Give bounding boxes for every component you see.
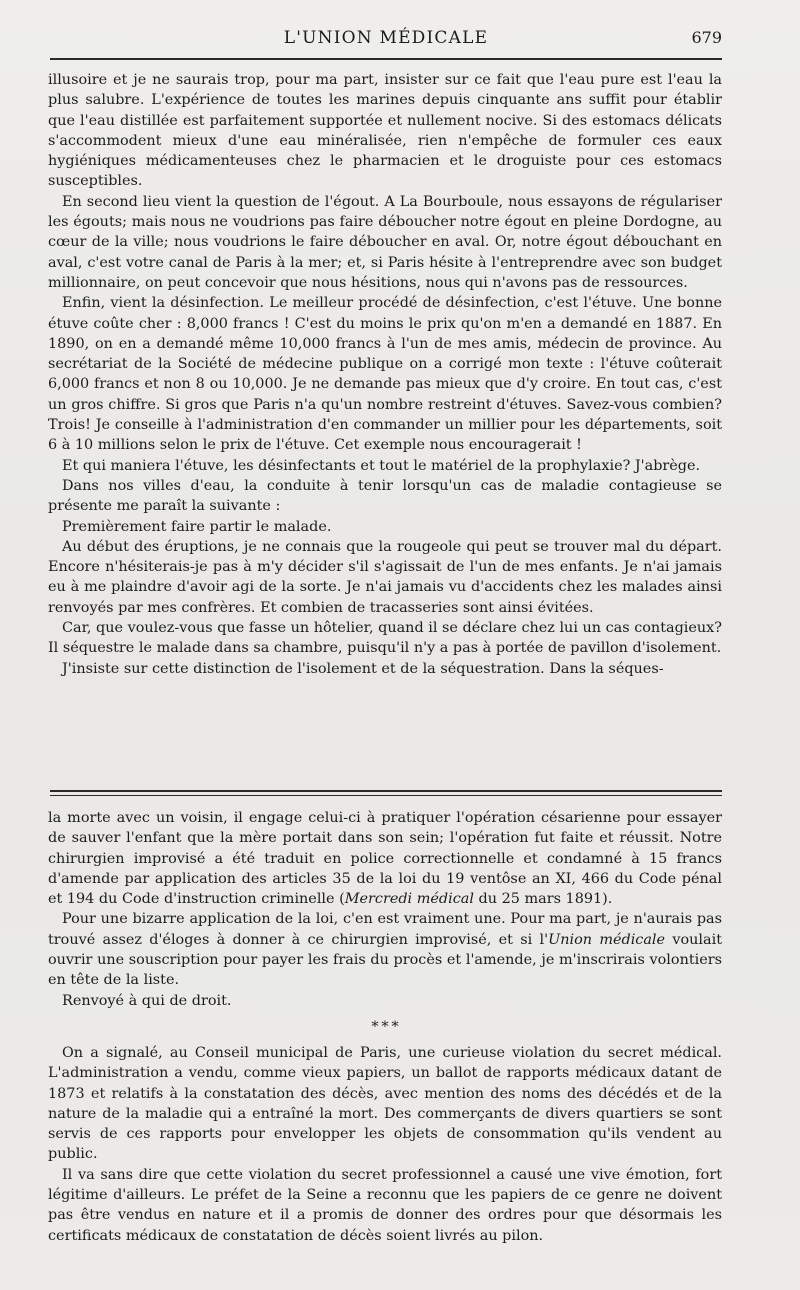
asterism-separator: * * * — [371, 1018, 399, 1035]
paragraph — [48, 909, 722, 990]
main-text — [48, 70, 722, 679]
paragraph: J'insiste sur cette distinction de l'isolement et de la séquestration. Dans la séques- — [62, 660, 664, 677]
journal-name: Union médicale — [548, 931, 666, 948]
paragraph: Premièrement faire partir le malade. — [62, 518, 332, 535]
text-run: voulait ouvrir une souscription pour payer les frais du procès et l'amende, je m'inscrirais volontiers en tête de la liste. — [48, 931, 722, 989]
paragraph: Dans nos villes d'eau, la conduite à tenir lorsqu'un cas de maladie contagieuse se présente me paraît la suivante : — [48, 477, 722, 515]
section-rule-thin — [50, 795, 722, 796]
feuilleton-text — [48, 808, 722, 1246]
text-run: la morte avec un voisin, il engage celui-ci à pratiquer l'opération césarienne pour essayer de sauver l'enfant que la mère portait dans son sein; l'opération fut faite et réussit. Notre chirurgien improvisé a été traduit en police correctionnelle et condamné à 15 francs d'amende par application des articles 35 de la loi du 19 ventôse an XI, 466 du Code pénal et 194 du Code d'instruction criminelle ( — [48, 810, 722, 908]
paragraph: Au début des éruptions, je ne connais que la rougeole qui peut se trouver mal du départ. Encore n'hésiterais-je pas à m'y décider s'il s'agissait de l'un de mes enfants. Je n'ai jamais eu à me plaindre d'avoir agi de la sorte. Je n'ai jamais vu d'accidents chez les malades ainsi renvoyés par mes confrères. Et combien de tracasseries sont ainsi évitées. — [48, 538, 722, 616]
paragraph: illusoire et je ne saurais trop, pour ma part, insister sur ce fait que l'eau pure est l'eau la plus salubre. L'expérience de toutes les marines depuis cinquante ans suffit pour établir que l'eau distillée est parfaitement supportée et nullement nocive. Si des estomacs délicats s'accommodent mieux d'une eau minéralisée, rien n'empêche de formuler ces eaux hygiéniques médicamenteuses chez le pharmacien et le droguiste pour ces estomacs susceptibles. — [48, 72, 722, 190]
paragraph: Enfin, vient la désinfection. Le meilleur procédé de désinfection, c'est l'étuve. Une bonne étuve coûte cher : 8,000 francs ! C'est du moins le prix qu'on m'en a demandé en 1887. En 1890, on en a demandé même 10,000 francs à l'un de mes amis, médecin de province. Au secrétariat de la Société de médecine publique on a corrigé mon texte : l'étuve coûterait 6,000 francs et non 8 ou 10,000. Je ne demande pas mieux que d'y croire. En tout cas, c'est un gros chiffre. Si gros que Paris n'a qu'un nombre restreint d'étuves. Savez-vous combien? Trois! Je conseille à l'administration d'en commander un millier pour les départements, soit 6 à 10 millions selon le prix de l'étuve. Cet exemple nous encouragerait ! — [48, 295, 722, 454]
paragraph: Il va sans dire que cette violation du secret professionnel a causé une vive émotion, fort légitime d'ailleurs. Le préfet de la Seine a reconnu que les papiers de ce genre ne doivent pas être vendus en nature et il a promis de donner des ordres pour que désormais les certificats médicaux de constatation de décès soient livrés au pilon. — [48, 1166, 722, 1244]
paragraph — [48, 808, 722, 909]
paragraph: Renvoyé à qui de droit. — [62, 992, 232, 1009]
text-run: du 25 mars 1891). — [473, 891, 613, 908]
paragraph: En second lieu vient la question de l'égout. A La Bourboule, nous essayons de régulariser les égouts; mais nous ne voudrions pas faire déboucher notre égout en pleine Dordogne, au cœur de la ville; nous voudrions le faire déboucher en aval. Or, notre égout débouchant en aval, c'est votre canal de Paris à la mer; et, si Paris hésite à l'entreprendre avec son budget millionnaire, on peut concevoir que nous hésitions, nous qui n'avons pas de ressources. — [48, 193, 722, 291]
page-number: 679 — [691, 28, 722, 47]
running-title: L'UNION MÉDICALE — [283, 28, 489, 48]
journal-citation: Mercredi médical — [344, 891, 474, 908]
paragraph: Et qui maniera l'étuve, les désinfectants et tout le matériel de la prophylaxie? J'abrège. — [62, 457, 701, 474]
header-rule — [50, 58, 722, 60]
page-header — [50, 22, 722, 56]
paragraph: On a signalé, au Conseil municipal de Paris, une curieuse violation du secret médical. L'administration a vendu, comme vieux papiers, un ballot de rapports médicaux datant de 1873 et relatifs à la constatation des décès, avec mention des noms des décédés et de la nature de la maladie qui a entraîné la mort. Des commerçants de divers quartiers se sont servis de ces rapports pour envelopper les objets de consommation qu'ils vendent au public. — [48, 1044, 722, 1163]
text-run: Pour une bizarre application de la loi, c'en est vraiment une. Pour ma part, je n'aurais pas trouvé assez d'éloges à donner à ce chirurgien improvisé, et si l' — [48, 911, 722, 948]
section-rule — [50, 790, 722, 792]
paragraph: Car, que voulez-vous que fasse un hôtelier, quand il se déclare chez lui un cas contagieux? Il séquestre le malade dans sa chambre, puisqu'il n'y a pas à portée de pavillon d'isolement. — [48, 620, 722, 657]
